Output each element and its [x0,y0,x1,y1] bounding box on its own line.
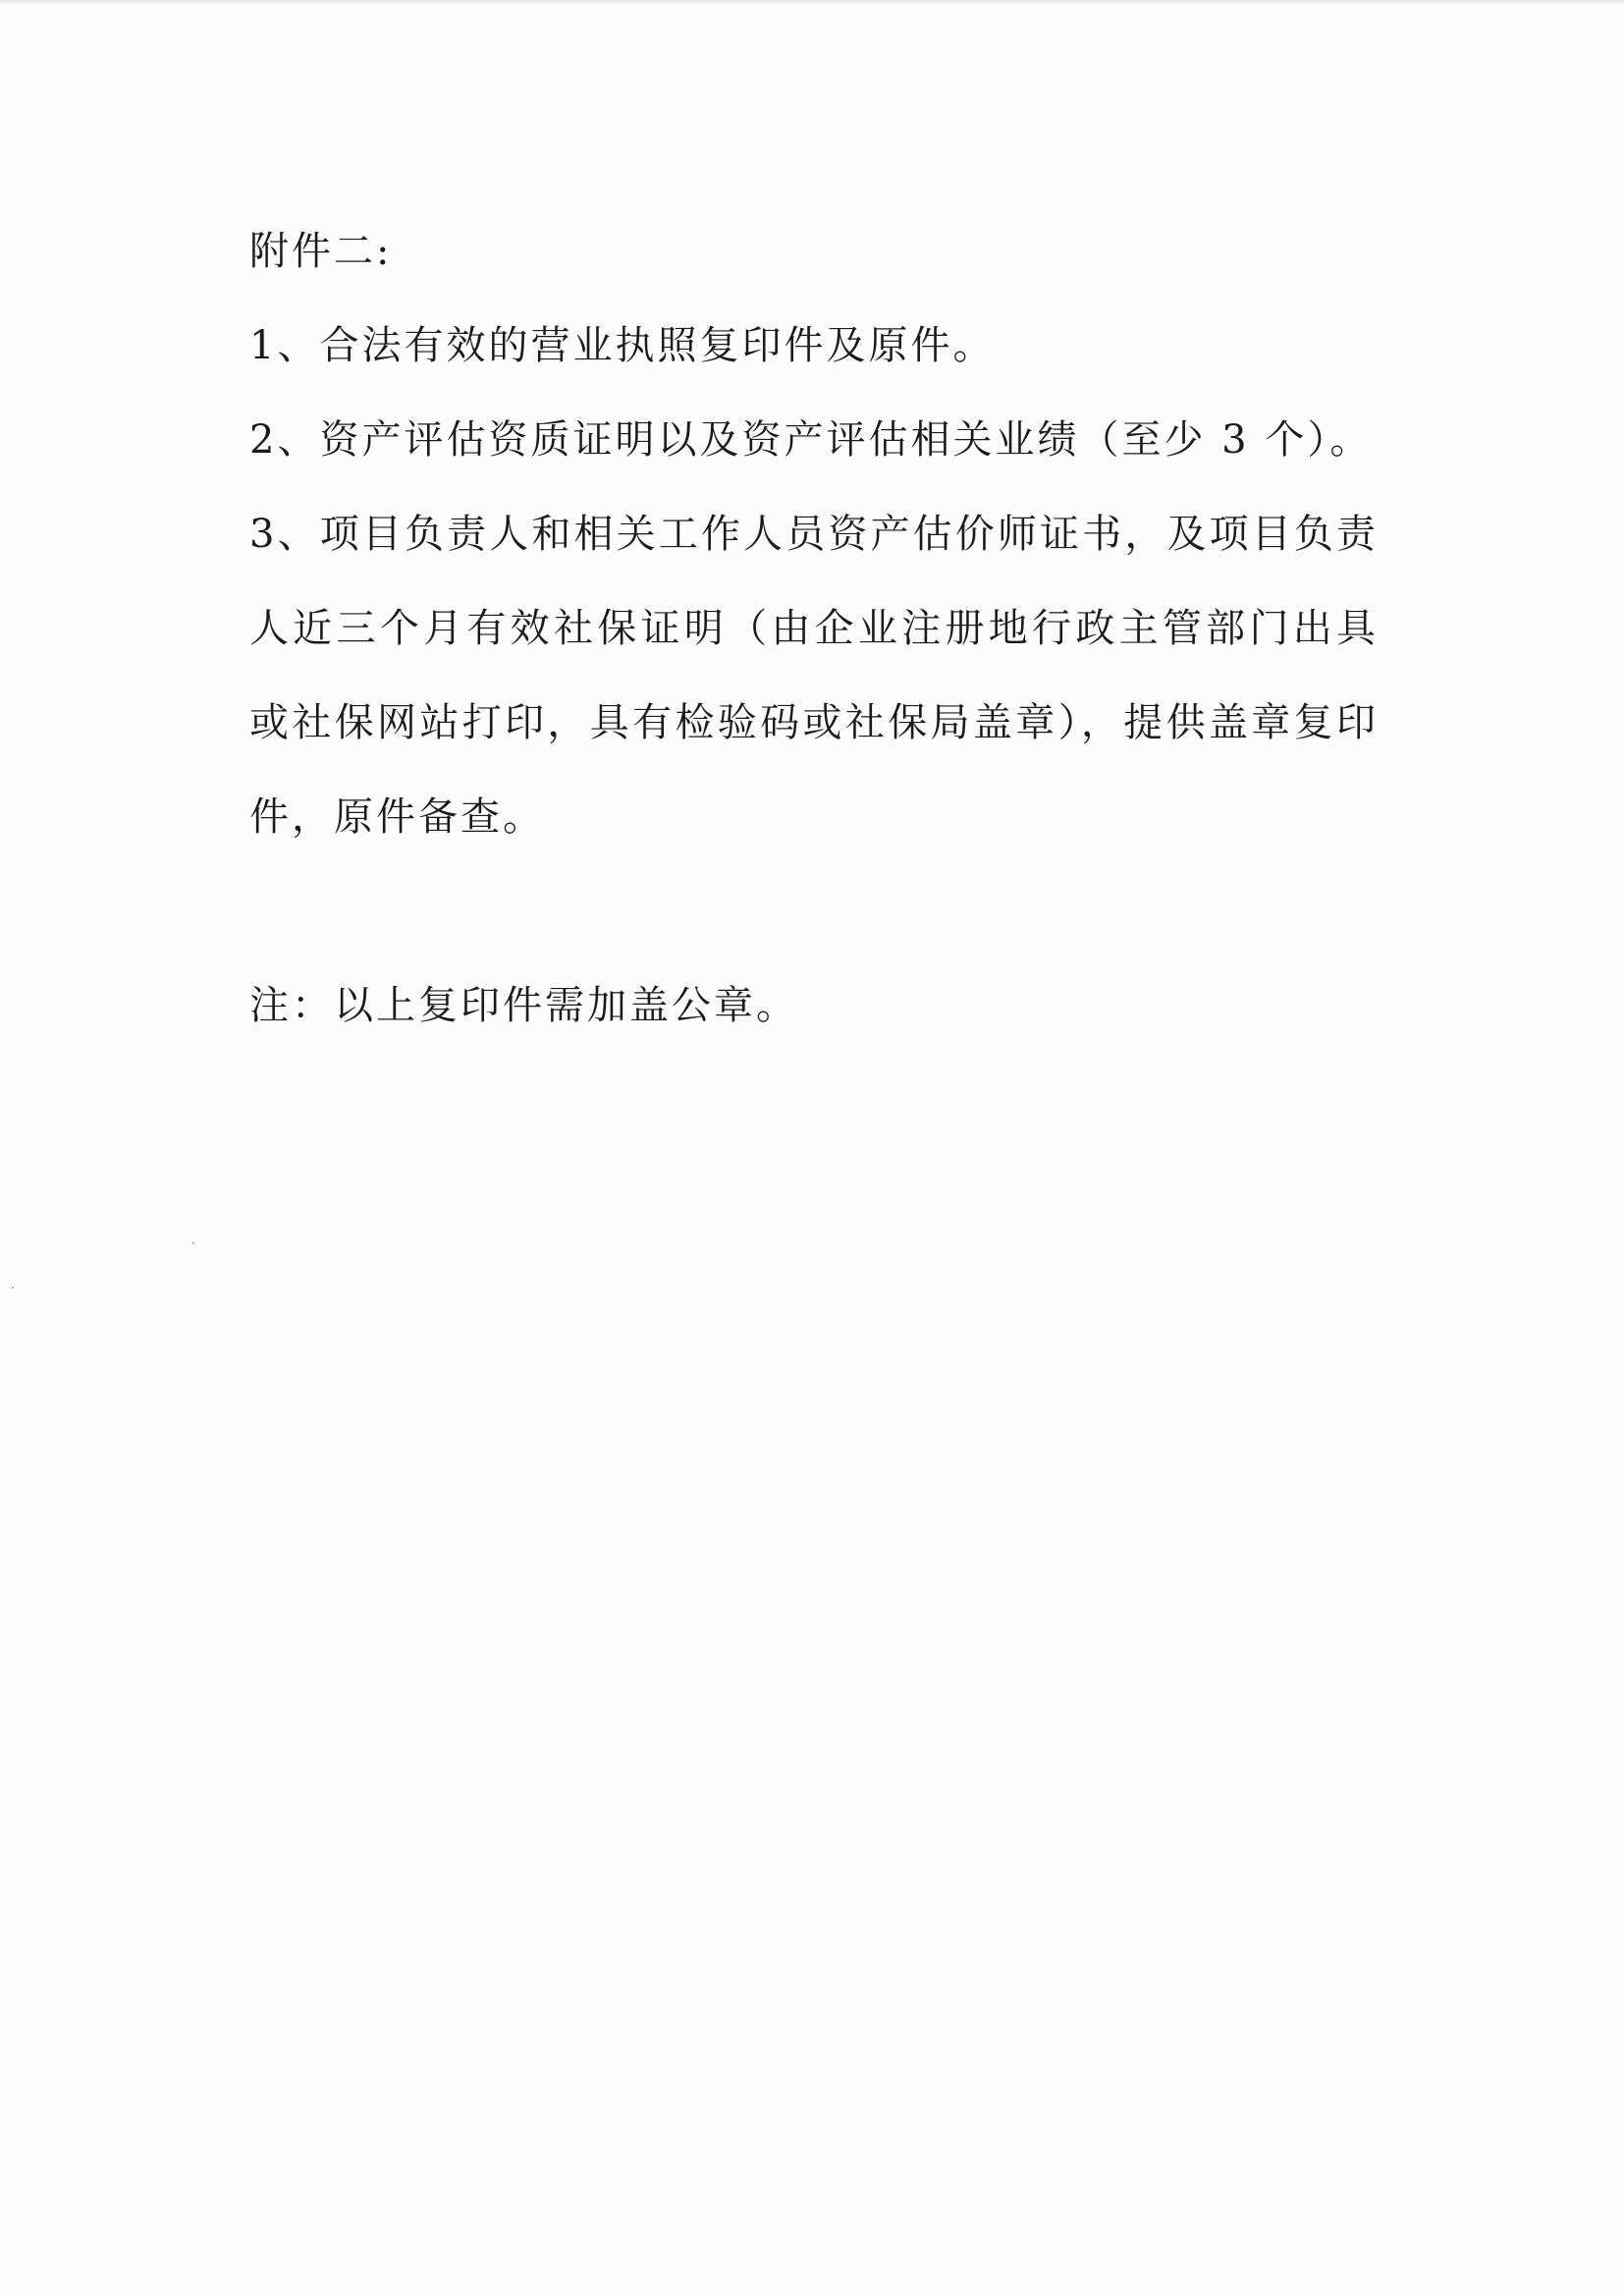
requirement-item-3: 3、项目负责人和相关工作人员资产估价师证书，及项目负责人近三个月有效社保证明（由企业注册地行政主管部门出具或社保网站打印，具有检验码或社保局盖章），提供盖章复印件，原件备查。 [249,512,1379,840]
document-body [249,204,1379,1053]
stamp-note: 注：以上复印件需加盖公章。 [249,983,798,1028]
requirement-item-2: 2、资产评估资质证明以及资产评估相关业绩（至少 3 个）。 [249,417,1373,463]
attachment-heading: 附件二: [249,229,393,274]
scan-edge [0,0,1624,5]
scan-speck [192,1242,194,1244]
scan-speck [12,1286,14,1288]
paragraph-gap [249,864,1379,958]
requirement-item-1: 1、合法有效的营业执照复印件及原件。 [249,323,996,368]
